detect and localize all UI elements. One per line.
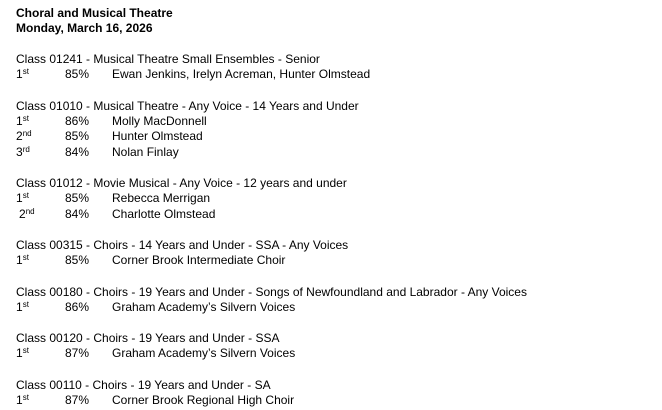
mark-percent: 86% — [65, 299, 90, 314]
mark-percent: 87% — [65, 346, 90, 360]
placement: 1st — [16, 346, 29, 360]
placement: 1st — [16, 191, 29, 205]
performer-name: Graham Academy’s Silvern Voices — [112, 299, 296, 314]
placement: 1st — [16, 253, 29, 267]
performer-name: Corner Brook Intermediate Choir — [112, 253, 286, 267]
class-title: Class 00180 - Choirs - 19 Years and Under - Songs of Newfoundland and Labrador - Any Voices — [16, 284, 527, 299]
result-row — [16, 191, 656, 207]
placement: 3rd — [16, 144, 30, 159]
placement: 1st — [16, 113, 29, 128]
result-row — [16, 129, 656, 145]
class-block — [16, 99, 656, 161]
mark-percent: 84% — [65, 144, 90, 159]
class-block — [16, 378, 656, 409]
mark-percent: 87% — [65, 392, 90, 407]
class-title: Class 01010 - Musical Theatre - Any Voice - 14 Years and Under — [16, 98, 359, 113]
results-document — [16, 6, 656, 408]
placement: 2nd — [16, 129, 32, 143]
placement: 2nd — [19, 206, 35, 221]
class-title: Class 00110 - Choirs - 19 Years and Under - SA — [16, 377, 271, 392]
performer-name: Corner Brook Regional High Choir — [112, 392, 295, 407]
result-row — [16, 207, 656, 223]
placement: 1st — [16, 67, 29, 81]
class-block — [16, 52, 656, 83]
document-date: Monday, March 16, 2026 — [16, 21, 153, 35]
result-row — [16, 300, 656, 316]
class-title: Class 00315 - Choirs - 14 Years and Under - SSA - Any Voices — [16, 238, 349, 252]
result-row — [16, 67, 656, 83]
performer-name: Rebecca Merrigan — [112, 191, 211, 205]
mark-percent: 85% — [65, 67, 90, 81]
class-block — [16, 238, 656, 269]
class-block — [16, 176, 656, 222]
result-row — [16, 145, 656, 161]
performer-name: Molly MacDonnell — [112, 113, 207, 128]
performer-name: Nolan Finlay — [112, 144, 179, 159]
mark-percent: 84% — [65, 206, 90, 221]
performer-name: Charlotte Olmstead — [112, 206, 216, 221]
performer-name: Hunter Olmstead — [112, 129, 203, 143]
performer-name: Ewan Jenkins, Irelyn Acreman, Hunter Olmstead — [112, 67, 371, 81]
result-row — [16, 253, 656, 269]
class-title: Class 01012 - Movie Musical - Any Voice - 12 years and under — [16, 176, 347, 190]
result-row — [16, 393, 656, 409]
performer-name: Graham Academy’s Silvern Voices — [112, 346, 296, 360]
placement: 1st — [16, 299, 29, 314]
mark-percent: 85% — [65, 253, 90, 267]
mark-percent: 85% — [65, 191, 90, 205]
mark-percent: 86% — [65, 113, 90, 128]
class-title: Class 00120 - Choirs - 19 Years and Under - SSA — [16, 331, 280, 345]
mark-percent: 85% — [65, 129, 90, 143]
document-title: Choral and Musical Theatre — [16, 6, 173, 20]
result-row — [16, 346, 656, 362]
result-row — [16, 114, 656, 130]
class-block — [16, 331, 656, 362]
placement: 1st — [16, 392, 29, 407]
class-title: Class 01241 - Musical Theatre Small Ensembles - Senior — [16, 52, 320, 66]
class-block — [16, 285, 656, 316]
